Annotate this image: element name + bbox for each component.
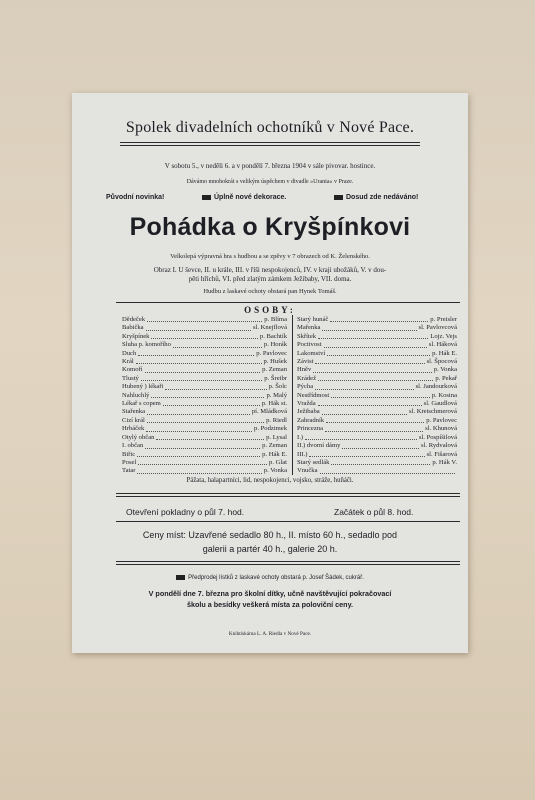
cast-row [297,383,457,391]
dot-leader [318,400,422,406]
cast-role: Starý hunáč [297,316,329,323]
cast-row [297,324,457,332]
scenes-line-1: Obraz I. U ševce, II. u krále, III. v říši nespokojenců, IV. v kraji ubožáků, V. v dou- [153,266,387,274]
cast-actor: p. Glat [269,458,287,466]
cast-role: Otylý občan [122,433,155,441]
novelty-right [334,194,418,201]
cast-actor: p. Šolc [268,383,287,391]
cast-row [297,392,457,400]
cast-row [297,459,457,467]
cast-role: Princezna [297,425,323,433]
start-time: Začátek o půl 8. hod. [334,507,414,517]
dot-leader [156,434,264,440]
dot-leader [324,341,427,347]
dot-leader [342,442,419,448]
dot-leader [146,324,251,330]
monday-line-2: školu a besídky veškerá místa za poloviční ceny. [186,600,354,609]
cast-role: Komoří [122,366,143,374]
music-note: Hudbu z laskavé ochoty obstará pan Hynek Tomáš. [203,288,337,295]
dot-leader [331,459,430,465]
cast-row [122,375,287,383]
dot-leader [320,467,455,473]
dot-leader [138,459,267,465]
cast-role: Hubený ) lékaři [122,383,164,391]
cast-actor: p. Pavlovec [426,416,457,424]
dot-leader [327,350,430,356]
divider [116,302,460,303]
dot-leader [318,375,433,381]
dates-line: V sobotu 5., v neděli 6. a v pondělí 7. března 1904 v sále pivovar. hostince. [164,162,376,170]
pointing-hand-icon [176,575,185,580]
cast-row [122,383,287,391]
cast-actor: p. Blíma [264,316,287,323]
cast-actor: sl. Pavlovcová [418,324,457,332]
cast-role: Mařenka [297,324,321,332]
cast-actor: Lojz. Vejs [430,332,457,340]
play-subtitle: Velkolepá výpravná hra s hudbou a se zpěvy v 7 obrazech od K. Želenského. [170,253,370,260]
cast-row [122,333,287,341]
cast-row [297,358,457,366]
dot-leader [147,316,262,322]
cast-actor: p. Lysal [266,433,287,441]
cast-role: Babička [122,324,144,332]
dot-leader [151,392,264,398]
pointing-hand-icon [334,195,343,200]
monday-line-1: V pondělí dne 7. března pro školní dítky, učně navštěvující pokračovací [148,589,392,598]
cast-role: Cizí král [122,416,145,424]
play-title: Pohádka o Kryšpínkovi [129,213,411,241]
cast-actor: sl. Rydvalová [421,442,457,450]
cast-row [297,375,457,383]
divider [120,145,420,146]
cast-list-right [297,316,457,476]
dot-leader [147,417,264,423]
prices-line-1: Ceny míst: Uzavřené sedadlo 80 h., II. místo 60 h., sedadlo pod [142,530,398,540]
dot-leader [141,375,262,381]
cast-actor: p. Hušek [263,358,287,366]
cast-role: Posel [122,458,137,466]
cast-role: Duch [122,349,137,357]
cast-row [297,434,457,442]
cast-actor: p. Zeman [262,366,287,374]
dot-leader [331,392,429,398]
cast-row [297,417,457,425]
divider [116,496,460,497]
cast-role: Pýcha [297,383,314,391]
cast-role: Zahradník [297,416,325,424]
cast-role: Poctivost [297,341,322,349]
cast-row [122,350,287,358]
divider [116,493,460,494]
society-title: Spolek divadelních ochotníků v Nové Pace. [125,119,415,136]
cast-actor: p. Pekař [435,374,457,382]
cast-actor: sl. Fišarová [426,450,457,458]
prices-line-2: galerii a partér 40 h., galerie 20 h. [202,544,338,554]
cast-row [122,459,287,467]
dot-leader [330,316,428,322]
cast-actor: p. Šreibr [264,374,287,382]
novelty-right-text: Dosud zde nedáváno! [346,194,419,201]
cast-row [122,442,287,450]
cast-row [297,400,457,408]
cast-row [297,467,457,475]
cast-row [122,417,287,425]
cast-list-left [122,316,287,476]
cast-actor: sl. Khunová [425,425,457,433]
cast-role: Krádež [297,374,317,382]
presale-text: Předprodej lístků z laskavé ochoty obstará p. Josef Šádek, cukrář. [188,575,364,582]
cast-row [122,400,287,408]
dot-leader [315,383,413,389]
cast-row [122,451,287,459]
cast-row [122,408,287,416]
cast-actor: sl. Pospíšilová [418,433,457,441]
cast-row [122,467,287,475]
cast-role: Tlustý [122,374,139,382]
cast-row [122,425,287,433]
dot-leader [165,383,266,389]
cast-actor: pí. Mládková [251,408,287,416]
cast-role: Král [122,358,134,366]
cast-actor: p. Podzimek [254,425,287,433]
cast-actor: sl. Jandourková [415,383,457,391]
cast-row [297,451,457,459]
box-office-open: Otevření pokladny o půl 7. hod. [126,507,245,517]
dot-leader [138,350,254,356]
cast-role: I. občan [122,442,144,450]
divider [116,561,460,562]
divider [120,142,420,143]
cast-row [122,316,287,324]
cast-role: Dědeček [122,316,146,323]
cast-actor: p. Kosina [431,391,457,399]
cast-role: Závist [297,358,314,366]
cast-row [297,333,457,341]
cast-row [297,350,457,358]
scenes-line-2: pěti hříchů, VI. před zlatým zámkem Ježibaby, VII. doma. [188,275,352,283]
dot-leader [325,425,423,431]
cast-role: Nahluchlý [122,391,150,399]
dot-leader [151,333,257,339]
cast-role: Kryšpínek [122,332,150,340]
dot-leader [309,451,424,457]
cast-role: Hrbáček [122,425,145,433]
pointing-hand-icon [202,195,211,200]
cast-role: Tatar [122,467,136,475]
cast-role: Lakomství [297,349,326,357]
cast-row [122,358,287,366]
cast-role: Vnučka [297,467,318,475]
poster-sheet [72,93,468,653]
cast-row [297,408,457,416]
dot-leader [322,408,407,414]
cast-actor: p. Bachtík [259,332,287,340]
cast-actor: sl. Knejflová [252,324,287,332]
cast-row [297,316,457,324]
cast-role: Starý sedlák [297,458,330,466]
cast-actor: p. Zeman [262,442,287,450]
extras-line: Pážata, halapartníci, lid, nespokojenci, vojsko, stráže, huňáči. [186,477,354,484]
dot-leader [147,408,250,414]
cast-actor: sl. Špocová [426,358,457,366]
cast-actor: sl. Kretschmerová [409,408,457,416]
dot-leader [318,333,428,339]
cast-role: Sluha p. komořího [122,341,171,349]
cast-actor: p. Pavlovec [256,349,287,357]
novelty-left: Původní novinka! [106,194,165,201]
cast-heading: OSOBY: [244,305,296,315]
divider [116,521,460,522]
dot-leader [145,366,261,372]
cast-actor: p. Vonka [433,366,457,374]
cast-actor: p. Hák E. [262,450,287,458]
cast-row [297,425,457,433]
cast-row [122,341,287,349]
cast-actor: p. Hák V. [432,458,457,466]
dot-leader [163,400,260,406]
presale-line [72,575,468,581]
dot-leader [305,434,417,440]
cast-actor: sl. Háková [428,341,457,349]
dot-leader [137,451,260,457]
novelty-center [202,194,286,201]
dot-leader [173,341,262,347]
cast-row [122,324,287,332]
cast-role: Stařenka [122,408,146,416]
cast-actor: p. Horák [263,341,287,349]
column-divider [292,315,293,475]
cast-role: Ježibaba [297,408,320,416]
cast-row [297,341,457,349]
dot-leader [315,358,424,364]
dot-leader [326,417,424,423]
cast-actor: p. Hák E. [432,349,457,357]
cast-role: III.) [297,450,308,458]
cast-actor: p. Malý [266,391,287,399]
dot-leader [145,442,260,448]
dot-leader [137,467,261,473]
cast-row [122,434,287,442]
cast-row [122,392,287,400]
dot-leader [146,425,252,431]
cast-actor: p. Vonka [263,467,287,475]
dot-leader [313,366,432,372]
cast-actor: p. Hák st. [261,400,287,408]
divider [116,564,460,565]
cast-role: Hněv [297,366,312,374]
cast-role: Nestřídmost [297,391,330,399]
cast-role: Biřic [122,450,136,458]
cast-actor: p. Riedl [266,416,287,424]
cast-role: II.) dvorní dámy [297,442,341,450]
cast-actor: p. Preisler [430,316,457,323]
cast-row [122,366,287,374]
cast-role: Skřítek [297,332,317,340]
cast-role: Lékař s copem [122,400,161,408]
novelty-center-text: Úplně nové dekorace. [214,194,287,201]
cast-row [297,366,457,374]
cast-role: I.) [297,433,304,441]
cast-actor: sl. Gaudlová [423,400,457,408]
dot-leader [136,358,262,364]
cast-role: Vražda [297,400,316,408]
dot-leader [322,324,416,330]
success-note: Dávámo mnohokrát s velikým úspěchem v divadle »Urania« v Praze. [186,179,354,185]
printer-credit: Knihtiskárna L. A. Riedla v Nové Pace. [228,631,312,637]
cast-row [297,442,457,450]
